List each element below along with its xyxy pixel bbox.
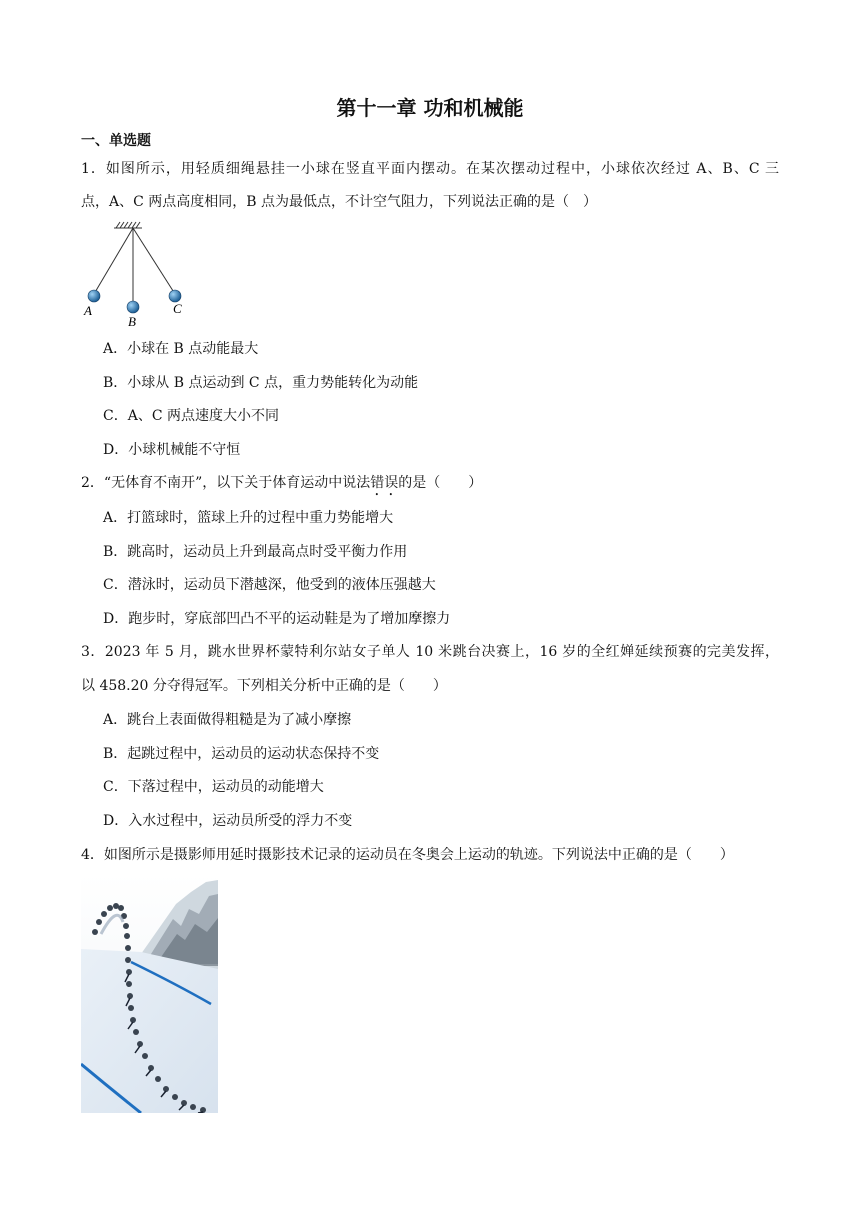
question-2-text-post: 的是（ ） (398, 475, 483, 491)
ski-timelapse-photo (81, 874, 218, 1113)
question-1-option-a: A．小球在 B 点动能最大 (103, 341, 259, 357)
question-2-text (81, 472, 482, 499)
string-c (133, 228, 175, 294)
question-2-text-pre: 2．“无体育不南开”，以下关于体育运动中说法 (81, 475, 371, 491)
question-1-option-b: B．小球从 B 点运动到 C 点，重力势能转化为动能 (103, 375, 419, 391)
label-b: B (128, 314, 136, 329)
section-heading: 一、单选题 (81, 133, 151, 149)
label-a: A (84, 303, 92, 318)
ball-b (127, 301, 139, 313)
question-1-option-c: C．A、C 两点速度大小不同 (103, 408, 279, 424)
pendulum-diagram (80, 220, 190, 330)
question-3-option-d: D．入水过程中，运动员所受的浮力不变 (103, 813, 353, 829)
question-1-text-line-1: 1．如图所示，用轻质细绳悬挂一小球在竖直平面内摆动。在某次摆动过程中，小球依次经过 A、B、C 三 (81, 161, 779, 177)
label-c: C (173, 301, 182, 316)
question-2-option-d: D．跑步时，穿底部凹凸不平的运动鞋是为了增加摩擦力 (103, 611, 451, 627)
snow-slope (81, 949, 218, 1113)
question-3-text-line-1: 3．2023 年 5 月，跳水世界杯蒙特利尔站女子单人 10 米跳台决赛上，16 岁的全红婵延续预赛的完美发挥， (81, 644, 779, 660)
question-4-text: 4．如图所示是摄影师用延时摄影技术记录的运动员在冬奥会上运动的轨迹。下列说法中正确的是（ ） (81, 847, 734, 863)
question-1-text-line-2: 点，A、C 两点高度相同，B 点为最低点，不计空气阻力，下列说法正确的是（ ） (81, 194, 598, 210)
question-2-option-c: C．潜泳时，运动员下潜越深，他受到的液体压强越大 (103, 577, 436, 593)
ball-a (88, 290, 100, 302)
question-2-option-b: B．跳高时，运动员上升到最高点时受平衡力作用 (103, 544, 408, 560)
question-3-option-a: A．跳台上表面做得粗糙是为了减小摩擦 (103, 712, 352, 728)
page-title: 第十一章 功和机械能 (336, 96, 524, 120)
string-a (94, 228, 133, 294)
question-2-option-a: A．打篮球时，篮球上升的过程中重力势能增大 (103, 510, 394, 526)
question-3-option-b: B．起跳过程中，运动员的运动状态保持不变 (103, 746, 380, 762)
question-3-option-c: C．下落过程中，运动员的动能增大 (103, 779, 324, 795)
question-3-text-line-2: 以 458.20 分夺得冠军。下列相关分析中正确的是（ ） (81, 678, 447, 694)
question-1-option-d: D．小球机械能不守恒 (103, 442, 241, 458)
ceiling-hatch (114, 222, 142, 228)
question-2-emphasis: 错误 (370, 475, 399, 491)
